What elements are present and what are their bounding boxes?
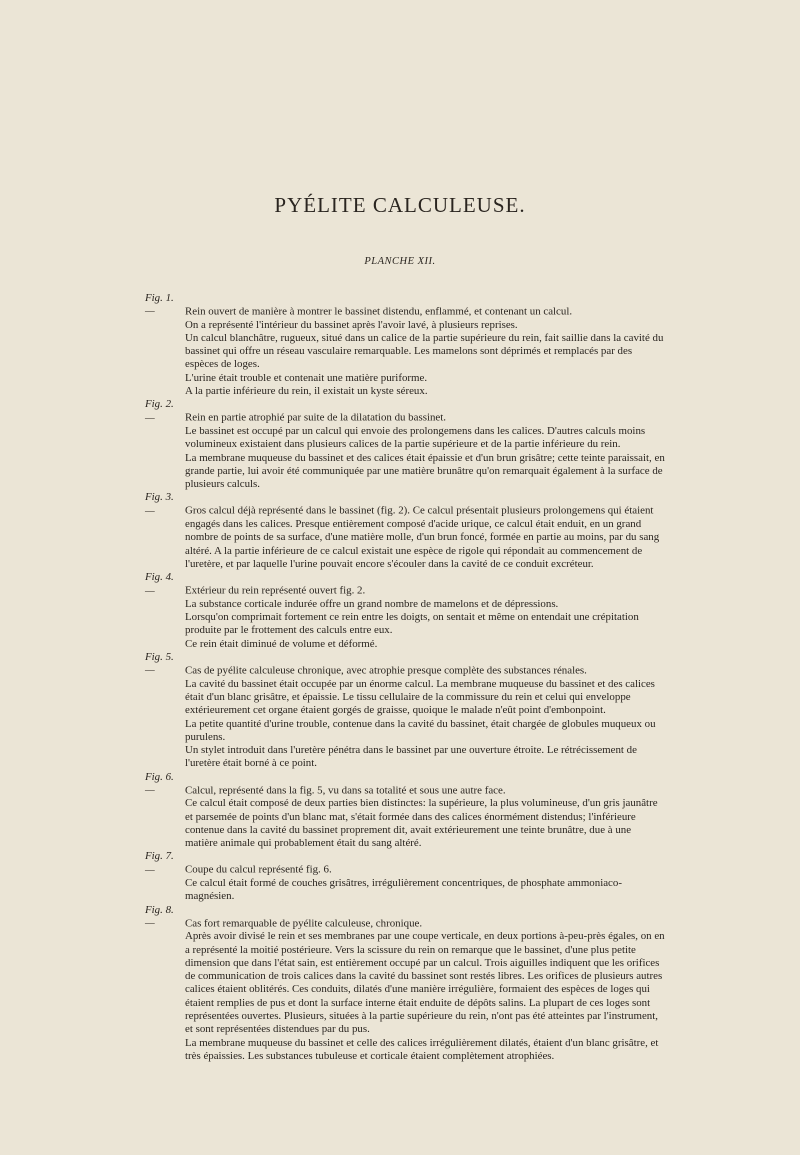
figure-label: Fig. 3. — [145, 491, 174, 517]
figure-label: Fig. 2. — [145, 398, 174, 424]
figure-paragraph: La substance corticale indurée offre un grand nombre de mamelons et de dépressions. [185, 597, 559, 610]
figure-descriptions [145, 292, 665, 1063]
figure-paragraph: La membrane muqueuse du bassinet et celle des calices irrégulièrement dilatés, étaient d'un blanc grisâtre, et très épaissies. Les substances tubuleuse et corticale étaient complètement atrophiées. [185, 1036, 659, 1062]
figure-paragraph: Ce calcul était formé de couches grisâtres, irrégulièrement concentriques, de phosphate ammoniaco-magnésien. [185, 877, 622, 903]
plate-number: PLANCHE XII. [364, 256, 436, 267]
figure-label: Fig. 4. — [145, 571, 174, 597]
figure-caption: Rein ouvert de manière à montrer le bassinet distendu, enflammé, et contenant un calcul. [185, 305, 573, 318]
figure-entry [145, 771, 665, 851]
figure-paragraph: Ce calcul était composé de deux parties bien distinctes: la supérieure, la plus volumineuse, d'un gris jaunâtre et parsemée de points d'un blanc mat, s'était formée dans des calices énormément distendus; l'inférieure contenue dans la cavité du bassinet proprement dit, avait extérieurement une teinte brunâtre, due à une matière animale qui probablement était du sang altéré. [185, 797, 658, 850]
figure-label: Fig. 6. — [145, 770, 174, 796]
figure-paragraph: Après avoir divisé le rein et ses membranes par une coupe verticale, en deux portions à-peu-près égales, on en a représenté la moitié postérieure. Vers la scissure du rein on remarque que le bassinet, d'une plus petite dimension que dans l'état sain, est entièrement occupé par un calcul. Trois aiguilles indiquent que les orifices de communication de trois calices dans la cavité du bassinet sont restés libres. Les orifices de plusieurs autres calices étaient oblitérés. Ces conduits, dilatés d'une manière irrégulière, formaient des espèces de loges qui étaient remplies de pus et dont la surface interne était enduite de dépôts salins. La plupart de ces loges sont représentées ouvertes. Plusieurs, situées à la partie supérieure du rein, n'ont pas été atteintes par l'instrument, et sont représentées distendues par du pus. [185, 930, 665, 1036]
figure-paragraph: Le bassinet est occupé par un calcul qui envoie des prolongemens dans les calices. D'autres calculs moins volumineux existaient dans plusieurs calices de la partie supérieure et de la partie inférieure du rein. [185, 424, 646, 451]
figure-heading [145, 398, 665, 425]
figure-entry [145, 651, 665, 771]
figure-heading [145, 292, 665, 319]
figure-label: Fig. 1. — [145, 292, 174, 318]
figure-caption: Extérieur du rein représenté ouvert fig. 2. [185, 584, 366, 597]
figure-paragraph: La membrane muqueuse du bassinet et des calices était épaissie et d'un brun grisâtre; cette teinte paraissait, en grande partie, lui avoir été communiquée par une matière brunâtre qu'on remarquait également à la surface de plusieurs calculs. [185, 451, 665, 491]
figure-paragraph: La petite quantité d'urine trouble, contenue dans la cavité du bassinet, était chargée de globules muqueux ou purulens. [185, 717, 656, 743]
figure-paragraph: Un calcul blanchâtre, rugueux, situé dans un calice de la partie supérieure du rein, fait saillie dans la cavité du bassinet qui offre un réseau vasculaire remarquable. Les mamelons sont déprimés et remplacés par des espèces de loges. [185, 331, 664, 371]
figure-caption: Coupe du calcul représenté fig. 6. [185, 863, 332, 876]
figure-entry [145, 292, 665, 398]
figure-entry [145, 398, 665, 491]
figure-caption: Gros calcul déjà représenté dans le bassinet (fig. 2). Ce calcul présentait plusieurs prolongemens qui étaient engagés dans les calices. Presque entièrement composé d'acide urique, ce calcul était enduit, en un grand nombre de points de sa surface, d'une matière molle, d'un brun foncé, formée en partie au moins, par du sang altéré. A la partie inférieure de ce calcul existait une espèce de rigole qui répondait au commencement de l'uretère, et par laquelle l'urine pouvait encore s'écouler dans la cavité de ce conduit excréteur. [185, 504, 660, 570]
figure-label: Fig. 5. — [145, 651, 174, 677]
figure-entry [145, 571, 665, 651]
figure-caption: Cas de pyélite calculeuse chronique, avec atrophie presque complète des substances rénales. [185, 664, 587, 677]
figure-caption: Calcul, représenté dans la fig. 5, vu dans sa totalité et sous une autre face. [185, 783, 506, 796]
figure-entry [145, 491, 665, 571]
figure-heading [145, 571, 665, 598]
figure-heading [145, 770, 665, 798]
figure-heading [145, 850, 665, 877]
figure-heading [145, 651, 665, 678]
figure-paragraph: On a représenté l'intérieur du bassinet après l'avoir lavé, à plusieurs reprises. [185, 318, 518, 331]
figure-paragraph: Un stylet introduit dans l'uretère pénétra dans le bassinet par une ouverture étroite. Le rétrécissement de l'uretère était borné à ce point. [185, 744, 637, 770]
figure-paragraph: La cavité du bassinet était occupée par un énorme calcul. La membrane muqueuse du bassinet et des calices était d'un blanc grisâtre, et épaissie. Le tissu cellulaire de la commissure du rein et celui qui enveloppe extérieurement cet organe étaient gorgés de graisse, quoique le malade n'eût point d'embonpoint. [185, 677, 655, 717]
figure-label: Fig. 7. — [145, 850, 174, 876]
figure-paragraph: A la partie inférieure du rein, il existait un kyste séreux. [185, 385, 428, 398]
figure-paragraph: Ce rein était diminué de volume et déformé. [185, 637, 378, 650]
figure-entry [145, 904, 665, 1064]
figure-paragraph: Lorsqu'on comprimait fortement ce rein entre les doigts, on sentait et même on entendait une crépitation produite par le frottement des calculs entre eux. [185, 611, 639, 637]
page-title: PYÉLITE CALCULEUSE. [274, 193, 526, 217]
figure-heading [145, 903, 665, 931]
figure-caption: Rein en partie atrophié par suite de la dilatation du bassinet. [185, 411, 446, 424]
figure-heading [145, 491, 665, 571]
figure-label: Fig. 8. — [145, 903, 174, 929]
figure-paragraph: L'urine était trouble et contenait une matière puriforme. [185, 371, 428, 384]
figure-caption: Cas fort remarquable de pyélite calculeuse, chronique. [185, 916, 423, 929]
figure-entry [145, 850, 665, 903]
